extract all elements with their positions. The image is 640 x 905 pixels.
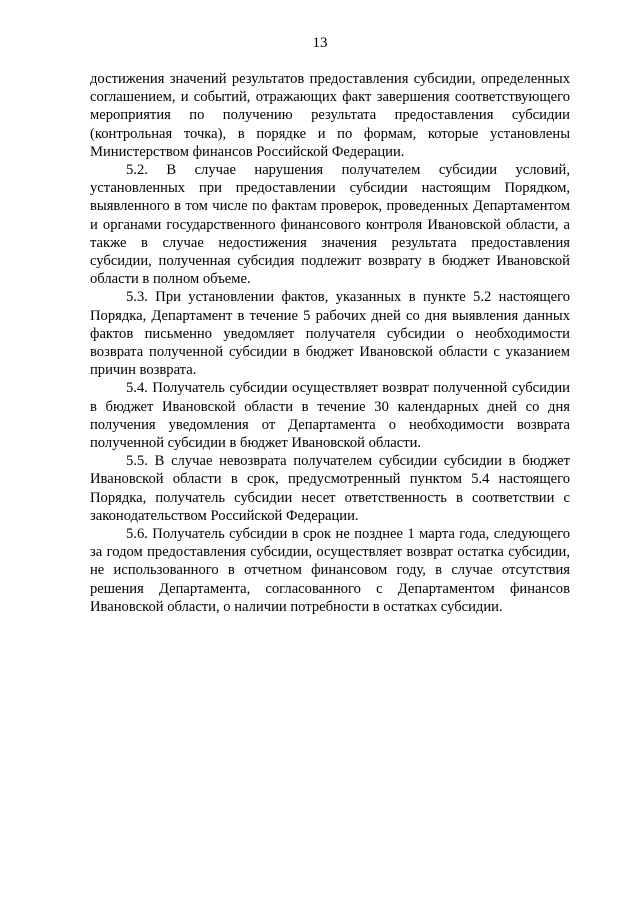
- page-number: 13: [312, 35, 328, 51]
- paragraph-5-3: 5.3. При установлении фактов, указанных в пункте 5.2 настоящего Порядка, Департамент в течение 5 рабочих дней со дня выявления данных фактов письменно уведомляет получателя субсидии о необходимости возврата полученной субсидии в бюджет Ивановской области с указанием причин возврата.: [90, 289, 570, 379]
- paragraph-5-6: 5.6. Получатель субсидии в срок не позднее 1 марта года, следующего за годом предоставления субсидии, осуществляет возврат остатка субсидии, не использованного в отчетном финансовом году, в случае отсутствия решения Департамента, согласованного с Департаментом финансов Ивановской области, о наличии потребности в остатках субсидии.: [90, 526, 570, 615]
- paragraph-5-5: 5.5. В случае невозврата получателем субсидии субсидии в бюджет Ивановской области в срок, предусмотренный пунктом 5.4 настоящего Порядка, получатель субсидии несет ответственность в соответствии с законодательством Российской Федерации.: [90, 453, 570, 524]
- paragraph-5-4: 5.4. Получатель субсидии осуществляет возврат полученной субсидии в бюджет Ивановской области в течение 30 календарных дней со дня получения уведомления от Департамента о необходимости возврата полученной субсидии в бюджет Ивановской области.: [90, 380, 570, 452]
- paragraph-5-2: 5.2. В случае нарушения получателем субсидии условий, установленных при предоставлении субсидии настоящим Порядком, выявленного в том числе по фактам проверок, проведенных Департаментом и органами государственного финансового контроля Ивановской области, а также в случае недостижения значения результата предоставления субсидии, полученная субсидия подлежит возврату в бюджет Ивановской области в полном объеме.: [90, 162, 570, 288]
- paragraph-continuation: достижения значений результатов предоставления субсидии, определенных соглашением, и событий, отражающих факт завершения соответствующего мероприятия по получению результата предоставления субсидии (контрольная точка), в порядке и по формам, которые установлены Министерством финансов Российской Федерации.: [90, 71, 570, 160]
- document-body: [90, 70, 570, 616]
